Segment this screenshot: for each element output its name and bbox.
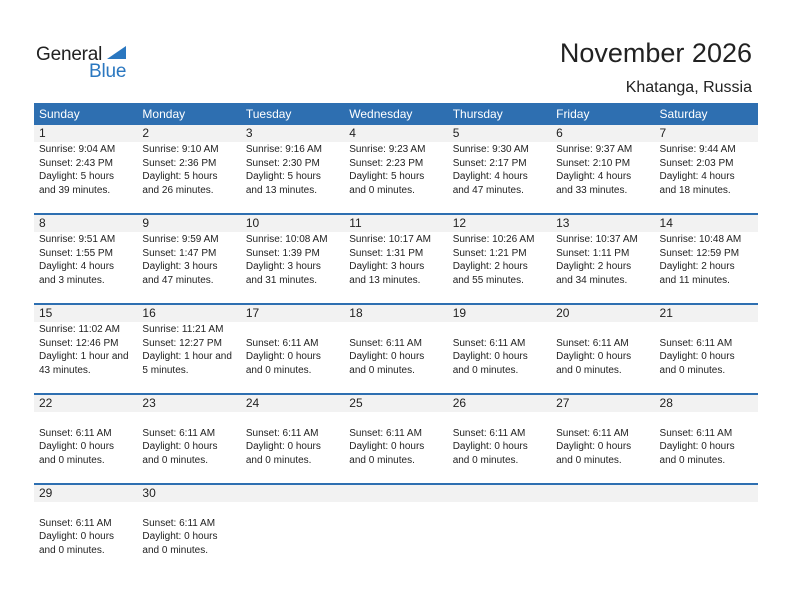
- day-sunset-text: Sunset: 6:11 AM: [142, 427, 216, 439]
- day-number: 23: [142, 396, 156, 410]
- day-cell: [137, 322, 240, 393]
- day-sunset-text: [660, 517, 758, 531]
- week-row: [34, 303, 758, 393]
- day-daylight2-text: [246, 544, 344, 558]
- day-daylight1-text: Daylight: 0 hours: [349, 441, 425, 452]
- day-cell: [34, 232, 137, 303]
- day-cell: [137, 142, 240, 213]
- day-daylight2-text: and 34 minutes.: [556, 274, 628, 286]
- day-daylight1-text: Daylight: 2 hours: [659, 261, 735, 272]
- day-number: 7: [659, 126, 667, 140]
- day-sunset-text: Sunset: 12:27 PM: [142, 337, 222, 349]
- day-daylight2-text: and 39 minutes.: [39, 184, 111, 196]
- day-sunset-text: Sunset: 2:30 PM: [245, 157, 320, 169]
- day-number: 6: [556, 126, 563, 140]
- day-number: 26: [452, 396, 467, 410]
- day-sunset-text: Sunset: 2:43 PM: [39, 157, 113, 169]
- day-daylight1-text: [349, 530, 447, 544]
- logo: [36, 40, 136, 84]
- day-daylight1-text: Daylight: 0 hours: [659, 441, 735, 452]
- day-cell: [655, 142, 758, 213]
- day-sunrise-text: Sunrise: 10:08 AM: [245, 234, 328, 245]
- day-sunrise-text: [556, 503, 654, 517]
- triangle-flag-icon: [107, 46, 126, 59]
- day-number: 14: [659, 216, 673, 230]
- day-info-row: [34, 502, 758, 573]
- day-daylight2-text: and 13 minutes.: [349, 274, 421, 286]
- day-daylight2-text: and 26 minutes.: [142, 184, 214, 196]
- weekday-header-friday: Friday: [556, 107, 590, 121]
- day-number: 1: [39, 126, 46, 140]
- day-sunrise-text: Sunrise: 9:51 AM: [39, 234, 116, 245]
- day-daylight1-text: Daylight: 0 hours: [245, 351, 321, 362]
- day-number: 5: [452, 126, 460, 140]
- day-cell: [344, 142, 447, 213]
- day-cell: [655, 412, 758, 483]
- day-number: 24: [245, 396, 260, 410]
- day-daylight2-text: [660, 544, 758, 558]
- day-daylight1-text: Daylight: 0 hours: [142, 441, 218, 452]
- day-daylight1-text: Daylight: 1 hour and: [39, 351, 129, 362]
- day-cell: [448, 322, 551, 393]
- weekday-header-wednesday: Wednesday: [349, 107, 413, 121]
- day-number: 19: [452, 306, 467, 320]
- day-daylight2-text: and 0 minutes.: [452, 454, 519, 466]
- day-sunset-text: Sunset: 6:11 AM: [349, 427, 422, 439]
- weekday-header-saturday: Saturday: [659, 107, 708, 121]
- day-daylight1-text: Daylight: 0 hours: [659, 351, 735, 362]
- day-cell: [551, 322, 654, 393]
- day-cell: [655, 322, 758, 393]
- day-cell: [241, 412, 344, 483]
- day-daylight1-text: Daylight: 3 hours: [245, 261, 321, 272]
- day-daylight1-text: Daylight: 0 hours: [39, 441, 115, 452]
- day-sunset-text: Sunset: 1:55 PM: [39, 247, 113, 259]
- day-number: 29: [39, 486, 53, 500]
- day-cell: [344, 502, 447, 573]
- day-daylight1-text: Daylight: 5 hours: [245, 171, 321, 182]
- day-sunset-text: Sunset: 6:11 AM: [452, 337, 526, 349]
- day-number: 3: [245, 126, 253, 140]
- day-cell: [34, 502, 137, 573]
- day-daylight1-text: Daylight: 4 hours: [659, 171, 735, 182]
- day-sunset-text: Sunset: 6:11 AM: [245, 337, 319, 349]
- day-daylight2-text: and 0 minutes.: [245, 454, 312, 466]
- day-daylight2-text: [453, 544, 551, 558]
- day-info-row: [34, 232, 758, 303]
- day-sunrise-text: [556, 323, 654, 337]
- day-cell: [241, 502, 344, 573]
- logo-blue-text: Blue: [89, 61, 127, 82]
- day-sunrise-text: Sunrise: 9:16 AM: [245, 144, 322, 155]
- day-daylight2-text: and 31 minutes.: [245, 274, 318, 286]
- day-info-row: [34, 322, 758, 393]
- date-number-row: [34, 305, 758, 322]
- day-daylight2-text: and 0 minutes.: [349, 364, 415, 376]
- day-sunset-text: Sunset: 1:21 PM: [452, 247, 527, 259]
- day-cell: [448, 502, 551, 573]
- week-row: [34, 393, 758, 483]
- day-number: 15: [39, 306, 53, 320]
- day-sunset-text: Sunset: 6:11 AM: [39, 517, 112, 529]
- day-sunset-text: Sunset: 6:11 AM: [659, 427, 733, 439]
- day-sunrise-text: Sunrise: 11:21 AM: [142, 324, 224, 335]
- day-sunrise-text: Sunrise: 9:37 AM: [556, 144, 633, 155]
- day-sunrise-text: Sunrise: 9:04 AM: [39, 144, 116, 155]
- day-daylight1-text: Daylight: 0 hours: [556, 351, 632, 362]
- day-daylight2-text: [349, 544, 447, 558]
- day-number: 12: [452, 216, 467, 230]
- page-title: November 2026: [559, 38, 752, 68]
- day-daylight2-text: and 55 minutes.: [452, 274, 524, 286]
- day-sunrise-text: Sunrise: 9:10 AM: [142, 144, 219, 155]
- day-daylight1-text: Daylight: 3 hours: [349, 261, 425, 272]
- day-number: 13: [556, 216, 570, 230]
- day-sunrise-text: [453, 323, 551, 337]
- day-daylight1-text: [660, 530, 758, 544]
- day-sunset-text: Sunset: 12:46 PM: [39, 337, 119, 349]
- day-daylight1-text: Daylight: 0 hours: [452, 351, 528, 362]
- day-number: [241, 485, 344, 502]
- location-subtitle: Khatanga, Russia: [625, 79, 752, 96]
- day-sunrise-text: [349, 413, 447, 427]
- day-daylight2-text: and 0 minutes.: [142, 544, 209, 556]
- day-daylight1-text: Daylight: 2 hours: [452, 261, 528, 272]
- day-sunset-text: Sunset: 6:11 AM: [556, 337, 629, 349]
- day-sunset-text: [556, 517, 654, 531]
- day-daylight2-text: and 3 minutes.: [39, 274, 105, 286]
- day-sunrise-text: [660, 323, 758, 337]
- day-number: 30: [142, 486, 156, 500]
- day-daylight1-text: Daylight: 0 hours: [142, 531, 218, 542]
- day-number: 21: [659, 306, 673, 320]
- day-daylight1-text: [556, 530, 654, 544]
- day-cell: [241, 232, 344, 303]
- day-daylight2-text: and 18 minutes.: [659, 184, 731, 196]
- day-daylight1-text: [246, 530, 344, 544]
- date-number-row: [34, 485, 758, 502]
- day-sunrise-text: [453, 503, 551, 517]
- day-sunset-text: Sunset: 6:11 AM: [39, 427, 112, 439]
- day-cell: [137, 232, 240, 303]
- day-sunrise-text: [39, 503, 137, 517]
- day-daylight1-text: Daylight: 0 hours: [245, 441, 321, 452]
- day-number: 25: [349, 396, 363, 410]
- day-cell: [655, 232, 758, 303]
- day-sunset-text: Sunset: 1:47 PM: [142, 247, 217, 259]
- day-number: 10: [245, 216, 260, 230]
- day-sunrise-text: Sunrise: 9:44 AM: [659, 144, 736, 155]
- date-number-row: [34, 125, 758, 142]
- day-number: [551, 485, 654, 502]
- day-cell: [551, 412, 654, 483]
- day-cell: [34, 322, 137, 393]
- day-daylight1-text: Daylight: 3 hours: [142, 261, 218, 272]
- day-sunrise-text: Sunrise: 10:26 AM: [452, 234, 535, 245]
- day-number: 2: [142, 126, 150, 140]
- day-daylight1-text: Daylight: 4 hours: [452, 171, 528, 182]
- day-daylight2-text: 5 minutes.: [142, 364, 189, 376]
- day-sunrise-text: Sunrise: 10:37 AM: [556, 234, 638, 245]
- day-daylight1-text: Daylight: 0 hours: [349, 351, 425, 362]
- day-cell: [137, 502, 240, 573]
- day-number: 28: [659, 396, 673, 410]
- day-daylight2-text: and 0 minutes.: [142, 454, 209, 466]
- day-daylight2-text: and 0 minutes.: [349, 184, 415, 196]
- day-daylight2-text: and 0 minutes.: [556, 364, 622, 376]
- day-daylight2-text: and 0 minutes.: [39, 544, 105, 556]
- day-cell: [448, 412, 551, 483]
- day-sunrise-text: Sunrise: 9:23 AM: [349, 144, 426, 155]
- day-sunset-text: Sunset: 2:03 PM: [659, 157, 734, 169]
- weekday-header-thursday: Thursday: [452, 107, 503, 121]
- day-daylight1-text: Daylight: 0 hours: [39, 531, 115, 542]
- day-sunrise-text: [660, 503, 758, 517]
- day-cell: [241, 322, 344, 393]
- date-number-row: [34, 215, 758, 232]
- day-cell: [551, 502, 654, 573]
- day-number: 8: [39, 216, 46, 230]
- day-sunset-text: Sunset: 1:31 PM: [349, 247, 424, 259]
- day-sunrise-text: Sunrise: 9:59 AM: [142, 234, 219, 245]
- day-cell: [137, 412, 240, 483]
- day-sunrise-text: [349, 323, 447, 337]
- day-daylight2-text: 43 minutes.: [39, 364, 91, 376]
- day-number: [448, 485, 551, 502]
- day-daylight1-text: Daylight: 4 hours: [556, 171, 632, 182]
- day-daylight2-text: and 0 minutes.: [556, 454, 622, 466]
- day-daylight1-text: Daylight: 5 hours: [39, 171, 115, 182]
- day-number: [344, 485, 447, 502]
- day-sunrise-text: [660, 413, 758, 427]
- day-daylight2-text: [556, 544, 654, 558]
- week-row: [34, 213, 758, 303]
- day-number: 27: [556, 396, 570, 410]
- day-number: 11: [349, 216, 362, 230]
- day-cell: [655, 502, 758, 573]
- day-sunset-text: Sunset: 6:11 AM: [142, 517, 216, 529]
- day-cell: [344, 232, 447, 303]
- day-daylight1-text: Daylight: 0 hours: [556, 441, 632, 452]
- day-daylight1-text: Daylight: 4 hours: [39, 261, 115, 272]
- day-cell: [34, 142, 137, 213]
- day-cell: [344, 412, 447, 483]
- day-sunrise-text: [39, 413, 137, 427]
- day-sunset-text: [349, 517, 447, 531]
- day-number: 9: [142, 216, 150, 230]
- day-daylight1-text: Daylight: 1 hour and: [142, 351, 232, 362]
- day-sunset-text: Sunset: 2:17 PM: [452, 157, 527, 169]
- day-sunrise-text: Sunrise: 10:48 AM: [659, 234, 742, 245]
- date-number-row: [34, 395, 758, 412]
- day-daylight2-text: and 0 minutes.: [39, 454, 105, 466]
- day-sunset-text: Sunset: 6:11 AM: [659, 337, 733, 349]
- day-daylight2-text: and 11 minutes.: [659, 274, 730, 286]
- day-number: 16: [142, 306, 156, 320]
- day-number: 20: [556, 306, 570, 320]
- day-cell: [448, 142, 551, 213]
- day-daylight1-text: Daylight: 2 hours: [556, 261, 632, 272]
- weekday-header-row: [34, 103, 758, 125]
- day-cell: [344, 322, 447, 393]
- day-sunrise-text: [246, 503, 344, 517]
- day-daylight2-text: and 47 minutes.: [452, 184, 524, 196]
- day-sunrise-text: Sunrise: 9:30 AM: [452, 144, 529, 155]
- day-number: 17: [245, 306, 260, 320]
- day-number: 18: [349, 306, 363, 320]
- day-info-row: [34, 412, 758, 483]
- week-row: [34, 483, 758, 573]
- day-daylight1-text: [453, 530, 551, 544]
- day-sunset-text: Sunset: 2:36 PM: [142, 157, 217, 169]
- day-daylight2-text: and 0 minutes.: [245, 364, 312, 376]
- day-sunrise-text: [142, 503, 240, 517]
- day-sunrise-text: [246, 323, 344, 337]
- day-daylight2-text: and 0 minutes.: [452, 364, 519, 376]
- day-sunrise-text: Sunrise: 10:17 AM: [349, 234, 431, 245]
- day-daylight2-text: and 0 minutes.: [349, 454, 415, 466]
- day-sunset-text: Sunset: 6:11 AM: [245, 427, 319, 439]
- day-sunrise-text: [556, 413, 654, 427]
- day-number: 22: [39, 396, 53, 410]
- weekday-header-monday: Monday: [142, 107, 186, 121]
- day-sunrise-text: [349, 503, 447, 517]
- day-sunset-text: Sunset: 6:11 AM: [556, 427, 629, 439]
- day-number: 4: [349, 126, 356, 140]
- day-sunset-text: Sunset: 6:11 AM: [452, 427, 526, 439]
- day-cell: [551, 232, 654, 303]
- day-info-row: [34, 142, 758, 213]
- calendar-grid: [34, 103, 758, 573]
- day-sunrise-text: [453, 413, 551, 427]
- day-daylight2-text: and 13 minutes.: [245, 184, 318, 196]
- logo-general-text: General: [36, 44, 103, 65]
- week-row: [34, 125, 758, 213]
- day-sunset-text: Sunset: 1:39 PM: [245, 247, 320, 259]
- day-daylight1-text: Daylight: 0 hours: [452, 441, 528, 452]
- day-cell: [448, 232, 551, 303]
- day-sunrise-text: [246, 413, 344, 427]
- weekday-header-sunday: Sunday: [39, 107, 80, 121]
- day-sunset-text: [246, 517, 344, 531]
- day-sunset-text: Sunset: 2:23 PM: [349, 157, 424, 169]
- day-sunrise-text: [142, 413, 240, 427]
- day-sunset-text: Sunset: 12:59 PM: [659, 247, 740, 259]
- weekday-header-tuesday: Tuesday: [245, 107, 292, 121]
- day-sunset-text: [453, 517, 551, 531]
- day-sunrise-text: Sunrise: 11:02 AM: [39, 324, 120, 335]
- day-daylight2-text: and 0 minutes.: [659, 364, 726, 376]
- day-number: [655, 485, 758, 502]
- day-daylight1-text: Daylight: 5 hours: [349, 171, 425, 182]
- day-sunset-text: Sunset: 6:11 AM: [349, 337, 422, 349]
- day-cell: [551, 142, 654, 213]
- day-sunset-text: Sunset: 1:11 PM: [556, 247, 630, 259]
- day-daylight2-text: and 0 minutes.: [659, 454, 726, 466]
- day-sunset-text: Sunset: 2:10 PM: [556, 157, 631, 169]
- day-cell: [34, 412, 137, 483]
- day-daylight1-text: Daylight: 5 hours: [142, 171, 218, 182]
- day-daylight2-text: and 33 minutes.: [556, 184, 628, 196]
- day-cell: [241, 142, 344, 213]
- day-daylight2-text: and 47 minutes.: [142, 274, 214, 286]
